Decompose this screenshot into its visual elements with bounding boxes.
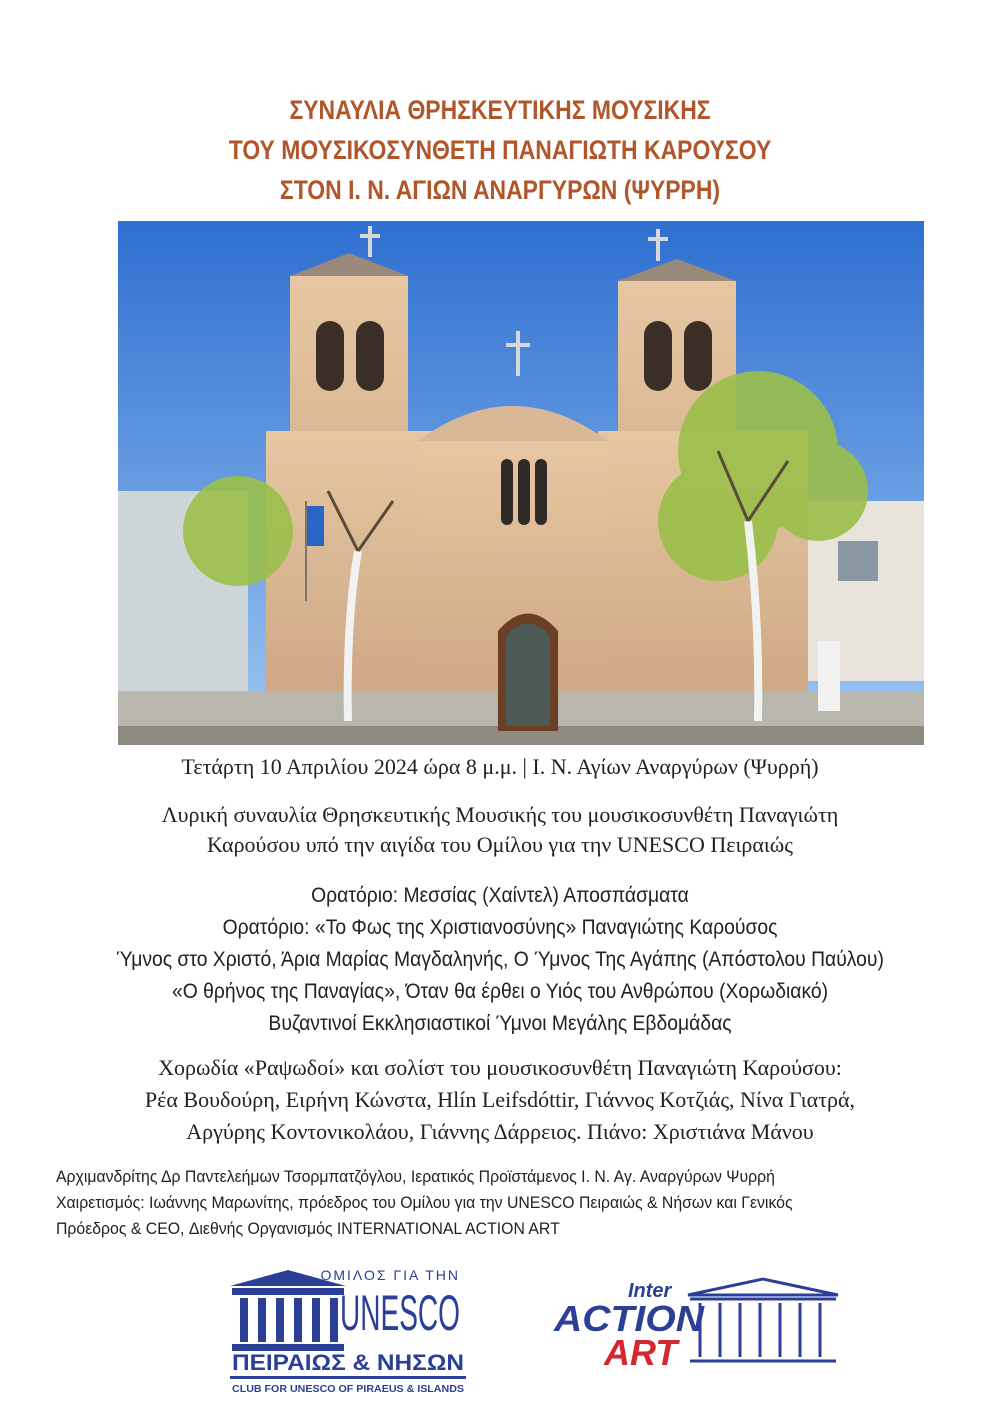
action-logo-action: ACTION xyxy=(552,1298,706,1339)
intro-text xyxy=(0,800,1000,860)
unesco-logo-foot: CLUB FOR UNESCO OF PIRAEUS & ISLANDS xyxy=(232,1384,465,1395)
performers-line: Χορωδία «Ραψωδοί» και σολίστ του μουσικοσυνθέτη Παναγιώτη Καρούσου: xyxy=(158,1055,842,1080)
unesco-logo-main: UNESCO xyxy=(340,1285,460,1341)
intro-line-2: Καρούσου υπό την αιγίδα του Ομίλου για την UNESCO Πειραιώς xyxy=(206,832,794,857)
action-art-logo xyxy=(548,1275,838,1375)
title-line-3: ΣΤΟΝ Ι. Ν. ΑΓΙΩΝ ΑΝΑΡΓΥΡΩΝ (ΨΥΡΡΗ) xyxy=(279,175,721,205)
poster-title xyxy=(75,90,925,210)
credits xyxy=(56,1164,921,1242)
performers-line: Αργύρης Κοντονικολάου, Γιάννης Δάρρειος. Πιάνο: Χριστιάνα Μάνου xyxy=(186,1119,814,1144)
intro-line-1: Λυρική συναυλία Θρησκευτικής Μουσικής του μουσικοσυνθέτη Παναγιώτη xyxy=(161,802,839,827)
event-dateline: Τετάρτη 10 Απριλίου 2024 ώρα 8 μ.μ. | Ι. Ν. Αγίων Αναργύρων (Ψυρρή) xyxy=(181,754,819,779)
program-item: Ύμνος στο Χριστό, Άρια Μαρίας Μαγδαληνής, Ο Ύμνος Της Αγάπης (Απόστολου Παύλου) xyxy=(116,948,884,971)
performers-text xyxy=(0,1052,1000,1148)
unesco-logo-sub: ΠΕΙΡΑΙΩΣ & ΝΗΣΩΝ xyxy=(232,1350,464,1375)
program-item: Ορατόριο: Μεσσίας (Χαίντελ) Αποσπάσματα xyxy=(311,884,689,907)
church-photo xyxy=(118,221,924,745)
program-item: Βυζαντινοί Εκκλησιαστικοί Ύμνοι Μεγάλης Εβδομάδας xyxy=(268,1012,732,1035)
unesco-logo-top: ΟΜΙΛΟΣ ΓΙΑ ΤΗΝ xyxy=(320,1267,460,1283)
title-line-1: ΣΥΝΑΥΛΙΑ ΘΡΗΣΚΕΥΤΙΚΗΣ ΜΟΥΣΙΚΗΣ xyxy=(289,95,711,125)
title-line-2: ΤΟΥ ΜΟΥΣΙΚΟΣΥΝΘΕΤΗ ΠΑΝΑΓΙΩΤΗ ΚΑΡΟΥΣΟΥ xyxy=(228,135,772,165)
program-item: «Ο θρήνος της Παναγίας», Όταν θα έρθει ο Υιός του Ανθρώπου (Χορωδιακό) xyxy=(171,980,829,1003)
unesco-club-logo xyxy=(228,1268,468,1408)
credits-line: Πρόεδρος & CEO, Διεθνής Οργανισμός INTERNATIONAL ACTION ART xyxy=(56,1219,560,1238)
performers-line: Ρέα Βουδούρη, Ειρήνη Κώνστα, Hlín Leifsdóttir, Γιάννος Κοτζιάς, Νίνα Γιατρά, xyxy=(144,1087,856,1112)
credits-line: Αρχιμανδρίτης Δρ Παντελεήμων Τσορμπατζόγλου, Ιερατικός Προϊστάμενος Ι. Ν. Αγ. Αναργύρων Ψυρρή xyxy=(56,1167,775,1186)
credits-line: Χαιρετισμός: Ιωάννης Μαρωνίτης, πρόεδρος του Ομίλου για την UNESCO Πειραιώς & Νήσων και Γενικός xyxy=(56,1193,793,1212)
action-logo-art: ART xyxy=(604,1332,678,1373)
program-item: Ορατόριο: «Το Φως της Χριστιανοσύνης» Παναγιώτης Καρούσος xyxy=(222,916,778,939)
action-logo-inter: Inter xyxy=(628,1280,672,1302)
program-list xyxy=(40,880,960,1040)
